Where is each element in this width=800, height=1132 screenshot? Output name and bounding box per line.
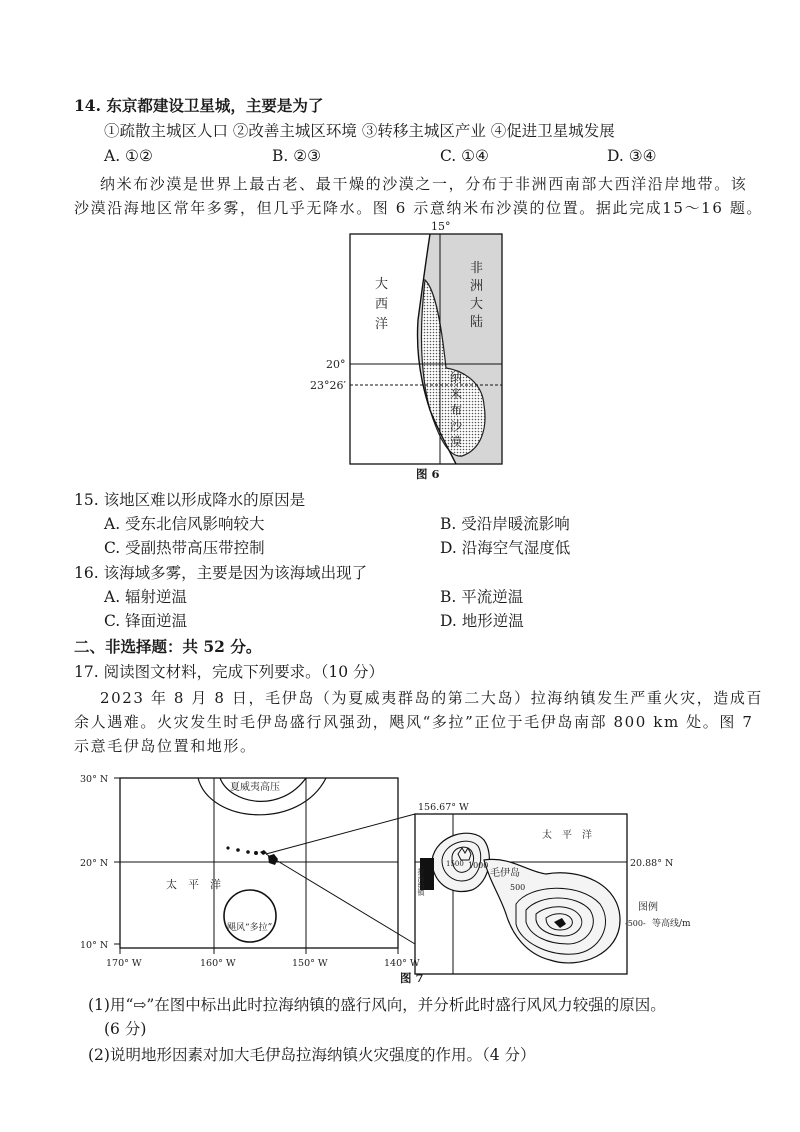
label-20n: 20° N — [80, 858, 109, 869]
q16-option-a: A. 辐射逆温 — [104, 588, 188, 606]
label-170w: 170° W — [106, 958, 142, 969]
legend-title: 图例 — [638, 902, 658, 913]
q15-option-d: D. 沿海空气湿度低 — [440, 539, 571, 557]
q17-para-line-3: 示意毛伊岛位置和地形。 — [74, 737, 257, 755]
connector-top — [266, 814, 415, 854]
q15-option-b: B. 受沿岸暖流影响 — [440, 515, 570, 533]
label-150w: 150° W — [292, 958, 328, 969]
q16-option-d: D. 地形逆温 — [440, 612, 524, 630]
q17-para-line-1: 2023 年 8 月 8 日，毛伊岛（为夏威夷群岛的第二大岛）拉海纳镇发生严重火灾，造成百 — [100, 689, 764, 707]
continent-char-4: 陆 — [470, 315, 484, 330]
q14-statements: ①疏散主城区人口 ②改善主城区环境 ③转移主城区产业 ④促进卫星城发展 — [104, 122, 615, 140]
label-140w: 140° W — [384, 958, 420, 969]
label-20: 20° — [326, 358, 346, 371]
legend-item: 等高线/m — [652, 919, 691, 929]
q14-option-a: A. ①② — [104, 147, 153, 165]
desert-char-5: 漠 — [450, 435, 463, 449]
legend-sample: -500- — [625, 919, 646, 928]
connector-bottom — [266, 854, 415, 944]
figure-6-caption: 图 6 — [416, 467, 440, 481]
q16-option-b: B. 平流逆温 — [440, 588, 524, 606]
island-dot — [254, 851, 258, 855]
q17-sub1-line-1: (1)用“⇨”在图中标出此时拉海纳镇的盛行风向，并分析此时盛行风风力较强的原因。 — [88, 996, 666, 1014]
figure-7-maui-map — [80, 764, 770, 986]
hurricane-dora-circle — [224, 890, 276, 942]
continent-char-2: 洲 — [470, 279, 484, 294]
figure-6-namib-map — [310, 220, 520, 488]
q14-option-c: C. ①④ — [440, 147, 489, 165]
q14-stem: 14. 东京都建设卫星城，主要是为了 — [74, 96, 324, 115]
label-tropic: 23°26′ — [310, 379, 346, 392]
label-contour-1500: 1500 — [446, 860, 464, 868]
continent-char-1: 非 — [470, 261, 484, 276]
q15-option-c: C. 受副热带高压带控制 — [104, 539, 265, 557]
intro-line-1: 纳米布沙漠是世界上最古老、最干燥的沙漠之一，分布于非洲西南部大西洋沿岸地带。该 — [100, 175, 748, 193]
label-contour-500: 500 — [510, 883, 526, 892]
label-lahaina: 拉海纳镇 — [417, 868, 425, 896]
q17-para-line-2: 余人遇难。火灾发生时毛伊岛盛行风强劲，飓风“多拉”正位于毛伊岛南部 800 km 处。图 7 — [74, 713, 754, 731]
q16-option-c: C. 锋面逆温 — [104, 612, 188, 630]
section-2-title: 二、非选择题：共 52 分。 — [74, 637, 262, 656]
q15-option-a: A. 受东北信风影响较大 — [104, 515, 265, 533]
ocean-char-1: 大 — [375, 277, 389, 292]
ocean-char-2: 西 — [375, 297, 389, 312]
ocean-char-3: 洋 — [375, 317, 389, 332]
q17-stem: 17. 阅读图文材料，完成下列要求。（10 分） — [74, 663, 384, 681]
q17-sub2: (2)说明地形因素对加大毛伊岛拉海纳镇火灾强度的作用。（4 分） — [88, 1046, 536, 1064]
q14-option-d: D. ③④ — [607, 147, 657, 165]
label-10n: 10° N — [80, 940, 109, 951]
label-hawaiian-high: 夏威夷高压 — [230, 782, 280, 793]
q16-stem: 16. 该海域多雾，主要是因为该海域出现了 — [74, 564, 368, 582]
island-dot — [226, 846, 229, 849]
label-30n: 30° N — [80, 774, 109, 785]
q14-option-b: B. ②③ — [272, 147, 322, 165]
label-pacific: 太 平 洋 — [166, 878, 221, 891]
desert-char-1: 纳 — [450, 371, 463, 385]
label-inset-ocean: 太 平 洋 — [542, 830, 592, 841]
intro-line-2: 沙漠沿海地区常年多雾，但几乎无降水。图 6 示意纳米布沙漠的位置。据此完成15～16 题。 — [74, 199, 764, 217]
desert-char-4: 沙 — [450, 419, 463, 433]
figure-7-caption: 图 7 — [400, 971, 424, 985]
q15-stem: 15. 该地区难以形成降水的原因是 — [74, 491, 306, 509]
island-dot — [236, 848, 240, 852]
label-contour-1000: 1000 — [468, 861, 489, 870]
label-hurricane: 飓风“多拉” — [227, 923, 273, 933]
label-160w: 160° W — [200, 958, 236, 969]
island-dot — [246, 850, 250, 854]
label-inset-lat: 20.88° N — [630, 858, 674, 869]
desert-char-2: 米 — [450, 387, 463, 401]
label-15: 15° — [431, 220, 451, 233]
label-inset-lon: 156.67° W — [418, 802, 469, 813]
desert-char-3: 布 — [450, 403, 463, 417]
label-maui: 毛伊岛 — [490, 868, 520, 879]
continent-char-3: 大 — [470, 297, 484, 312]
q17-sub1-line-2: (6 分) — [104, 1020, 147, 1038]
